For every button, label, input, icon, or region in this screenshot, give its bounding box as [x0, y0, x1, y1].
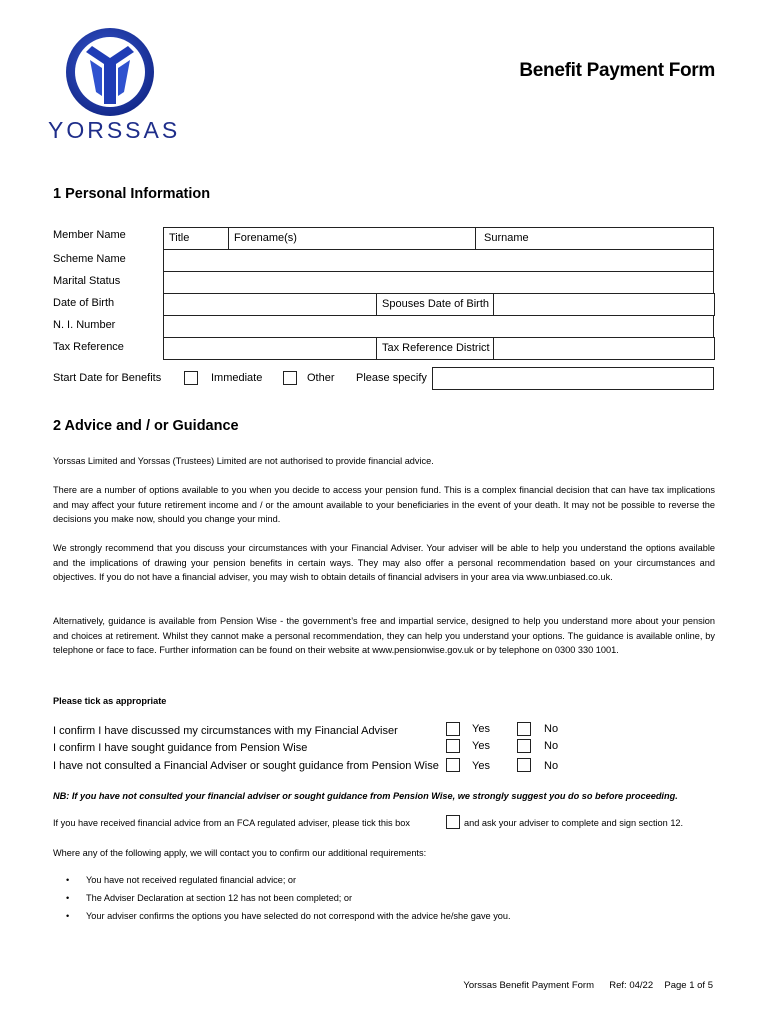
member-name-field[interactable] [163, 227, 714, 250]
title-field[interactable] [163, 227, 229, 250]
list-item: You have not received regulated financial advice; or [86, 875, 297, 885]
footer-page-number: Page 1 of 5 [664, 980, 713, 991]
q2-yes-checkbox[interactable] [446, 739, 460, 753]
forenames-field-label: Forename(s) [234, 232, 297, 244]
please-specify-field[interactable] [432, 367, 714, 390]
question-not-consulted: I have not consulted a Financial Adviser or sought guidance from Pension Wise [53, 760, 439, 772]
tax-district-label: Tax Reference District [382, 342, 490, 354]
forenames-field[interactable] [228, 227, 476, 250]
other-label: Other [307, 372, 335, 384]
yorssas-logo-icon [62, 26, 158, 118]
spouses-dob-label: Spouses Date of Birth [382, 298, 490, 310]
bullet-marker: • [66, 875, 70, 885]
footer-ref: Ref: 04/22 [609, 980, 654, 991]
q2-no-checkbox[interactable] [517, 739, 531, 753]
section-2-heading: 2 Advice and / or Guidance [53, 418, 239, 434]
member-name-label: Member Name [53, 229, 126, 241]
q1-no-checkbox[interactable] [517, 722, 531, 736]
tax-district-field[interactable] [493, 337, 715, 360]
q3-yes-label: Yes [472, 760, 490, 772]
date-of-birth-row [163, 293, 714, 316]
tax-district-label-cell [376, 337, 494, 360]
ni-number-label: N. I. Number [53, 319, 116, 331]
spouses-dob-label-cell [376, 293, 494, 316]
q1-yes-label: Yes [472, 723, 490, 735]
fca-text-after: and ask your adviser to complete and sign section 12. [464, 818, 684, 828]
paragraph-pension-wise: Alternatively, guidance is available from Pension Wise - the government’s free and impartial service, designed to help you understand more about your pension and choices at retirement. Whilst they cannot make a personal recommendation, they can help you understand your options. The guidance is available online, by telephone or face to face. Further information can be found on their website at www.pensionwise.gov.uk or by telephone on 0300 330 1001. [53, 616, 715, 656]
paragraph-recommend: We strongly recommend that you discuss your circumstances with your Financial Adviser. Your adviser will be able to help you understand the options available and the implications of drawing your pension benefits in certain ways. They may also offer a personal recommendation based on your circumstances and objectives. If you do not have a financial adviser, you may wish to obtain details of financial advisers in your area via www.unbiased.co.uk. [53, 543, 715, 583]
date-of-birth-field[interactable] [163, 293, 377, 316]
question-pension-wise: I confirm I have sought guidance from Pension Wise [53, 742, 308, 754]
date-of-birth-label: Date of Birth [53, 297, 115, 309]
q1-yes-checkbox[interactable] [446, 722, 460, 736]
list-item: The Adviser Declaration at section 12 has not been completed; or [86, 893, 353, 903]
immediate-checkbox[interactable] [184, 371, 198, 385]
footer-form-name: Yorssas Benefit Payment Form [463, 980, 594, 991]
q3-no-label: No [544, 760, 559, 772]
tick-heading: Please tick as appropriate [53, 696, 167, 706]
bullet-marker: • [66, 911, 70, 921]
tax-reference-row [163, 337, 714, 360]
immediate-label: Immediate [211, 372, 263, 384]
marital-status-field[interactable] [163, 271, 714, 294]
surname-field-label: Surname [484, 232, 529, 244]
other-checkbox[interactable] [283, 371, 297, 385]
fca-text-before: If you have received financial advice from an FCA regulated adviser, please tick this box [53, 818, 410, 828]
start-date-label: Start Date for Benefits [53, 372, 162, 384]
tax-reference-label: Tax Reference [53, 341, 124, 353]
please-specify-label: Please specify [356, 372, 427, 384]
title-field-label: Title [169, 232, 190, 244]
section-1-heading: 1 Personal Information [53, 186, 211, 202]
question-adviser: I confirm I have discussed my circumstances with my Financial Adviser [53, 725, 398, 737]
form-title: Benefit Payment Form [519, 60, 715, 81]
bullet-marker: • [66, 893, 70, 903]
scheme-name-field[interactable] [163, 249, 714, 272]
paragraph-not-authorised: Yorssas Limited and Yorssas (Trustees) Limited are not authorised to provide financial advice. [53, 456, 434, 466]
requirements-intro: Where any of the following apply, we will contact you to confirm our additional requirements: [53, 848, 427, 858]
nb-note: NB: If you have not consulted your financial adviser or sought guidance from Pension Wise, we strongly suggest you do so before proceeding. [53, 791, 678, 801]
paragraph-options: There are a number of options available to you when you decide to access your pension fund. This is a complex financial decision that can have tax implications and may affect your future retirement income and / or the amount available to your beneficiaries in the event of your death. It may not be possible to reverse the decisions you make now, should you change your mind. [53, 485, 715, 525]
page-footer [463, 980, 713, 991]
tax-reference-field[interactable] [163, 337, 377, 360]
spouses-dob-field[interactable] [493, 293, 715, 316]
q3-yes-checkbox[interactable] [446, 758, 460, 772]
scheme-name-label: Scheme Name [53, 253, 126, 265]
list-item: Your adviser confirms the options you have selected do not correspond with the advice he/she gave you. [86, 911, 511, 921]
fca-checkbox[interactable] [446, 815, 460, 829]
marital-status-label: Marital Status [53, 275, 121, 287]
q3-no-checkbox[interactable] [517, 758, 531, 772]
q2-no-label: No [544, 740, 559, 752]
brand-name: YORSSAS [48, 117, 181, 143]
ni-number-field[interactable] [163, 315, 714, 338]
q2-yes-label: Yes [472, 740, 490, 752]
q1-no-label: No [544, 723, 559, 735]
